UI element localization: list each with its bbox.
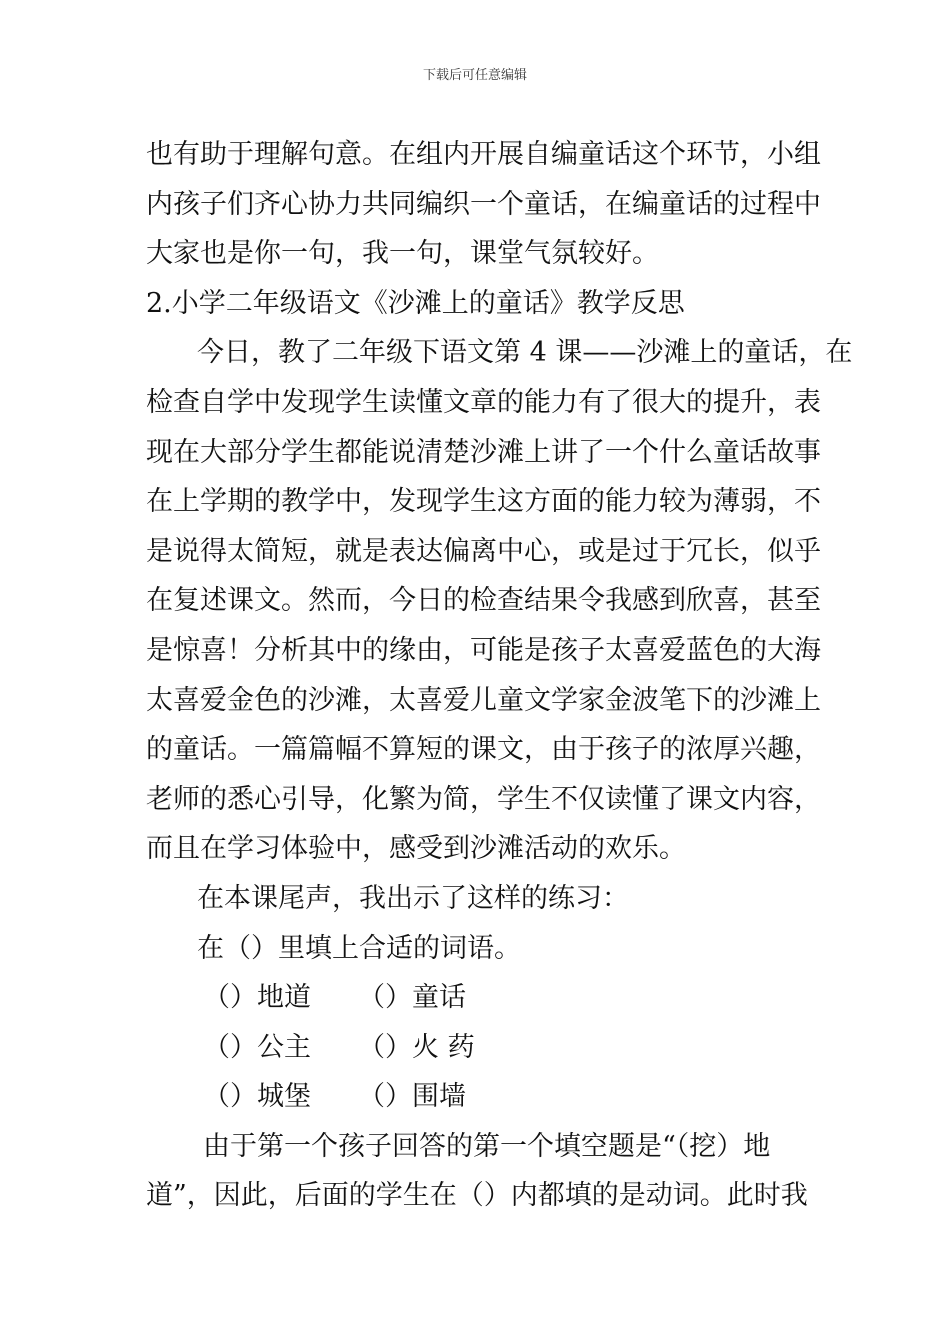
text-line: 由于第一个孩子回答的第一个填空题是“（挖）地	[203, 1130, 771, 1162]
exercise-item: （）城堡	[203, 1081, 311, 1113]
exercise-row	[146, 973, 811, 1023]
page-header: 下载后可任意编辑	[422, 68, 527, 83]
text-line: 而且在学习体验中，感受到沙滩活动的欢乐。	[146, 833, 686, 865]
text-line: 的童话。一篇篇幅不算短的课文，由于孩子的浓厚兴趣，	[146, 734, 821, 766]
text-line: 太喜爱金色的沙滩，太喜爱儿童文学家金波笔下的沙滩上	[146, 684, 821, 716]
exercise-item: （）童话	[358, 982, 466, 1014]
text-line: 内孩子们齐心协力共同编织一个童话，在编童话的过程中	[146, 188, 821, 220]
exercise-row	[146, 1023, 811, 1073]
text-line: 是惊喜！分析其中的缘由，可能是孩子太喜爱蓝色的大海	[146, 634, 821, 666]
exercise-row	[146, 1072, 811, 1122]
text-line: 是说得太简短，就是表达偏离中心，或是过于冗长，似乎	[146, 535, 821, 567]
text-line: 在复述课文。然而，今日的检查结果令我感到欣喜，甚至	[146, 585, 821, 617]
section-title: 2.小学二年级语文《沙滩上的童话》教学反思	[146, 287, 685, 319]
text-line: 在本课尾声，我出示了这样的练习：	[197, 882, 629, 914]
text-line: 在（）里填上合适的词语。	[197, 932, 521, 964]
exercise-item: （）围墙	[358, 1081, 466, 1113]
text-line: 老师的悉心引导，化繁为简，学生不仅读懂了课文内容，	[146, 783, 821, 815]
exercise-item: （）地道	[203, 982, 311, 1014]
text-line: 道”，因此，后面的学生在（）内都填的是动词。此时我	[146, 1180, 808, 1212]
text-line: 今日，教了二年级下语文第 4 课——沙滩上的童话，在	[197, 337, 853, 369]
text-line: 现在大部分学生都能说清楚沙滩上讲了一个什么童话故事	[146, 436, 821, 468]
text-line: 在上学期的教学中，发现学生这方面的能力较为薄弱，不	[146, 486, 821, 518]
document-body	[146, 130, 853, 1221]
text-line: 检查自学中发现学生读懂文章的能力有了很大的提升，表	[146, 386, 821, 418]
exercise-item: （）火 药	[358, 1031, 475, 1063]
text-line: 也有助于理解句意。在组内开展自编童话这个环节，小组	[146, 139, 821, 170]
exercise-item: （）公主	[203, 1031, 311, 1063]
text-line: 大家也是你一句，我一句，课堂气氛较好。	[146, 238, 659, 270]
